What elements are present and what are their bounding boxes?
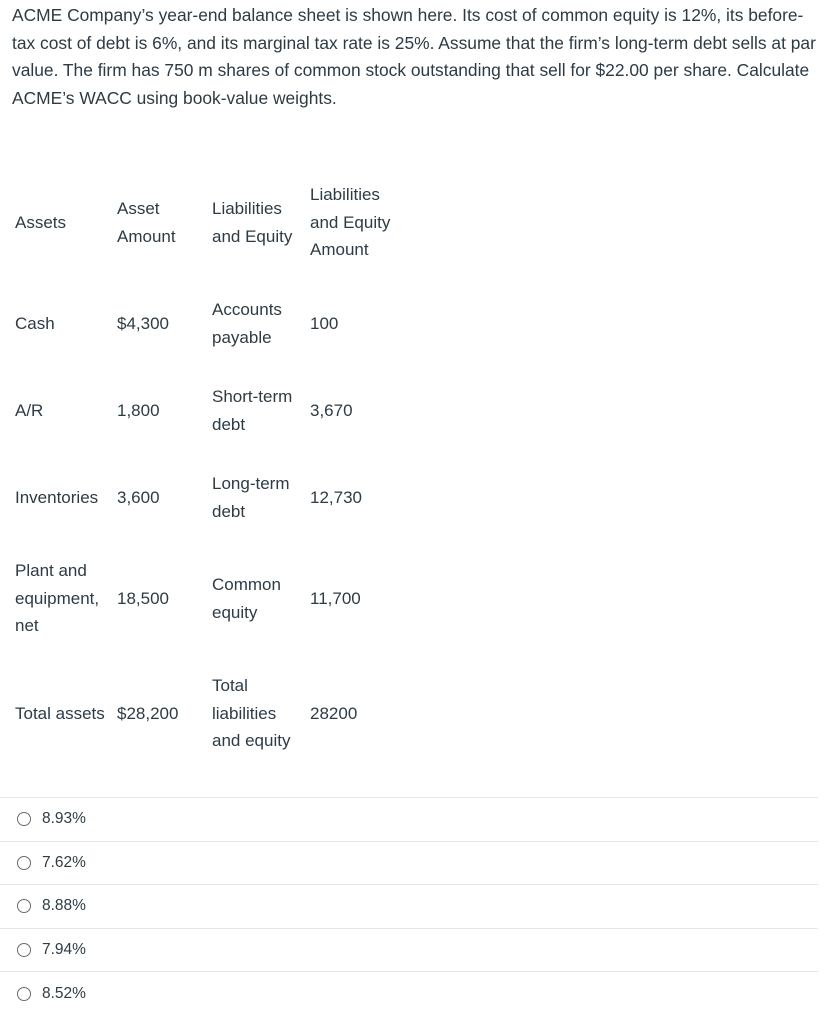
cell-liability-amount: 100 [310,314,339,333]
cell-liability-name: Common equity [212,575,281,622]
cell-liability-name: Short-term debt [212,387,293,434]
cell-asset-amount: $4,300 [117,314,169,333]
cell-liability-amount: 28200 [310,704,358,723]
cell-asset-amount: 1,800 [117,401,160,420]
cell-asset-name: Plant and equipment, net [15,561,100,635]
cell-asset-name: Total assets [15,704,105,723]
answer-label[interactable]: 8.88% [42,897,86,915]
radio-button-icon[interactable] [17,987,31,1001]
cell-asset-amount: 18,500 [117,589,169,608]
answer-list [0,797,818,1015]
answer-label[interactable]: 8.52% [42,984,86,1002]
question-text: ACME Company’s year-end balance sheet is shown here. Its cost of common equity is 12%, its before-tax cost of debt is 6%, and its marginal tax rate is 25%. Assume that the firm’s long-term debt sells at par value. The firm has 750 m shares of common stock outstanding that sell for $22.00 per share. Calculate ACME’s WACC using book-value weights. [12,5,816,108]
cell-asset-amount: $28,200 [117,704,179,723]
header-assets: Assets [15,213,67,232]
cell-liability-amount: 3,670 [310,401,353,420]
cell-asset-name: A/R [15,401,44,420]
radio-button-icon[interactable] [17,899,31,913]
radio-button-icon[interactable] [17,856,31,870]
cell-liability-amount: 11,700 [310,589,361,608]
answer-option[interactable] [0,797,818,841]
header-liabilities-equity-amount: Liabilities and Equity Amount [310,185,391,259]
cell-liability-name: Total liabilities and equity [212,676,291,750]
cell-asset-name: Inventories [15,488,99,507]
answer-label[interactable]: 7.94% [42,941,86,959]
cell-liability-amount: 12,730 [310,488,362,507]
header-liabilities-equity: Liabilities and Equity [212,199,293,246]
cell-liability-name: Accounts payable [212,300,282,347]
answer-option[interactable] [0,841,818,885]
header-asset-amount: Asset Amount [117,199,176,246]
radio-button-icon[interactable] [17,943,31,957]
cell-asset-amount: 3,600 [117,488,160,507]
cell-asset-name: Cash [15,314,55,333]
answer-option[interactable] [0,971,818,1015]
answer-option[interactable] [0,884,818,928]
answer-label[interactable]: 8.93% [42,810,86,828]
cell-liability-name: Long-term debt [212,474,290,521]
answer-option[interactable] [0,928,818,972]
radio-button-icon[interactable] [17,812,31,826]
answer-label[interactable]: 7.62% [42,853,86,871]
